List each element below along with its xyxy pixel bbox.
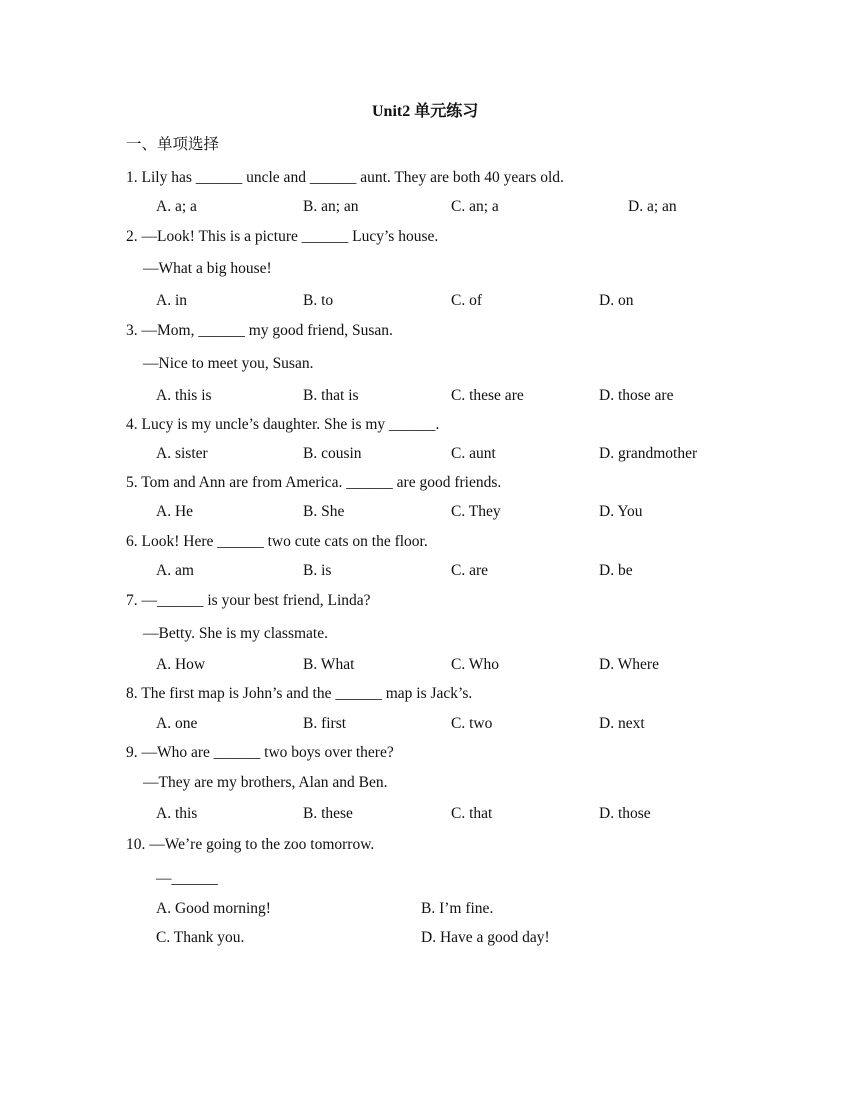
option-c: C. two: [451, 715, 493, 732]
option-a: A. am: [156, 562, 194, 579]
option-b: B. an; an: [303, 198, 359, 215]
question-stem: 6. Look! Here ______ two cute cats on the floor.: [126, 533, 428, 550]
option-b: B. first: [303, 715, 347, 732]
option-a: A. in: [156, 292, 187, 309]
option-d: D. a; an: [628, 198, 677, 215]
option-d: D. next: [599, 715, 645, 732]
question-reply: —______: [156, 870, 218, 887]
option-d: D. those are: [599, 387, 674, 404]
option-c: C. an; a: [451, 198, 499, 215]
option-c: C. that: [451, 805, 493, 822]
option-b: B. What: [303, 656, 355, 673]
question-stem: 1. Lily has ______ uncle and ______ aunt. They are both 40 years old.: [126, 169, 564, 186]
page-title: Unit2 单元练习: [372, 103, 479, 120]
option-b: B. cousin: [303, 445, 362, 462]
option-c: C. Who: [451, 656, 499, 673]
option-c: C. of: [451, 292, 482, 309]
question-stem: 4. Lucy is my uncle’s daughter. She is my ______.: [126, 416, 440, 433]
option-b: B. She: [303, 503, 345, 520]
option-a: A. How: [156, 656, 206, 673]
option-b: B. to: [303, 292, 334, 309]
option-c: C. are: [451, 562, 489, 579]
question-stem: 5. Tom and Ann are from America. ______ are good friends.: [126, 474, 502, 491]
question-stem: 10. —We’re going to the zoo tomorrow.: [126, 836, 375, 853]
option-d: D. You: [599, 503, 643, 520]
section-heading: 一、单项选择: [126, 136, 220, 153]
option-d: D. grandmother: [599, 445, 698, 462]
question-reply: —Betty. She is my classmate.: [143, 625, 328, 642]
option-c: C. aunt: [451, 445, 496, 462]
option-c: C. They: [451, 503, 501, 520]
question-stem: 7. —______ is your best friend, Linda?: [126, 592, 371, 609]
option-a: A. this: [156, 805, 198, 822]
option-b: B. I’m fine.: [421, 900, 494, 917]
option-d: D. Where: [599, 656, 659, 673]
option-d: D. on: [599, 292, 634, 309]
question-stem: 2. —Look! This is a picture ______ Lucy’s house.: [126, 228, 439, 245]
option-a: A. He: [156, 503, 194, 520]
question-stem: 9. —Who are ______ two boys over there?: [126, 744, 394, 761]
option-c: C. these are: [451, 387, 524, 404]
option-a: A. a; a: [156, 198, 197, 215]
option-a: A. one: [156, 715, 198, 732]
option-a: A. Good morning!: [156, 900, 271, 917]
option-a: A. sister: [156, 445, 208, 462]
question-reply: —Nice to meet you, Susan.: [143, 355, 314, 372]
option-d: D. Have a good day!: [421, 929, 550, 946]
option-c: C. Thank you.: [156, 929, 245, 946]
option-b: B. that is: [303, 387, 359, 404]
option-d: D. be: [599, 562, 633, 579]
question-stem: 3. —Mom, ______ my good friend, Susan.: [126, 322, 393, 339]
question-reply: —They are my brothers, Alan and Ben.: [143, 774, 388, 791]
option-b: B. is: [303, 562, 332, 579]
option-b: B. these: [303, 805, 353, 822]
option-d: D. those: [599, 805, 651, 822]
question-stem: 8. The first map is John’s and the ______ map is Jack’s.: [126, 685, 473, 702]
option-a: A. this is: [156, 387, 212, 404]
question-reply: —What a big house!: [143, 260, 272, 277]
